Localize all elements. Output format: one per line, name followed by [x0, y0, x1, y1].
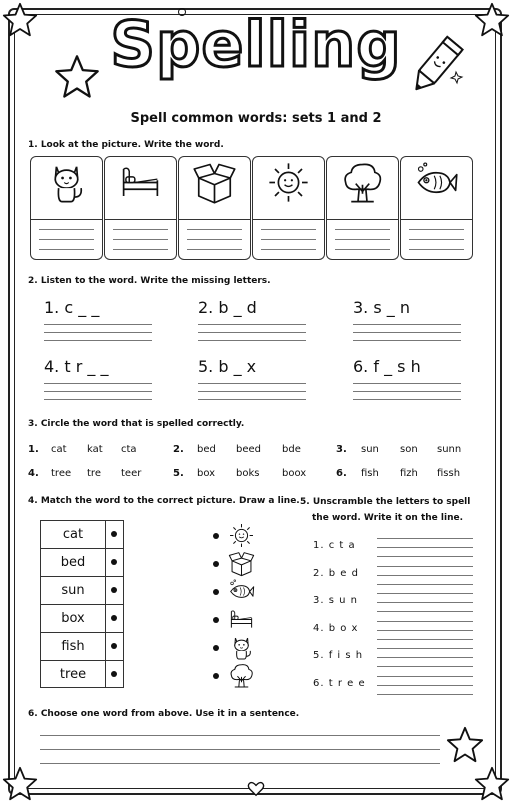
write-line[interactable]: [261, 239, 316, 240]
missing-letters-word: 5. b _ x: [198, 357, 257, 376]
write-line[interactable]: [198, 340, 306, 341]
fish-icon: [228, 578, 255, 605]
match-word-row: [41, 577, 123, 605]
cat-icon: [228, 634, 255, 661]
write-line[interactable]: [44, 399, 152, 400]
word-choice[interactable]: tree: [51, 468, 72, 479]
write-line[interactable]: [377, 593, 473, 594]
write-line[interactable]: [409, 249, 464, 250]
write-line[interactable]: [377, 694, 473, 695]
section5-heading-line1: 5. Unscramble the letters to spell: [300, 497, 471, 507]
smiling-star-icon: [54, 54, 100, 100]
match-word-row: [41, 521, 123, 549]
write-line[interactable]: [377, 602, 473, 603]
missing-letters-word: 2. b _ d: [198, 298, 257, 317]
answer-cell[interactable]: [326, 219, 399, 260]
match-word-row: [41, 549, 123, 577]
write-line[interactable]: [335, 239, 390, 240]
write-line[interactable]: [198, 383, 306, 384]
word-choice[interactable]: cta: [121, 444, 137, 455]
bed-icon: [118, 160, 163, 205]
match-dot[interactable]: [213, 673, 219, 679]
write-line[interactable]: [39, 249, 94, 250]
answer-cell[interactable]: [30, 219, 103, 260]
box-icon: [192, 160, 237, 205]
match-dot[interactable]: [111, 615, 117, 621]
write-line[interactable]: [377, 630, 473, 631]
write-line[interactable]: [187, 239, 242, 240]
match-dot[interactable]: [213, 533, 219, 539]
write-line[interactable]: [377, 584, 473, 585]
match-dot[interactable]: [111, 671, 117, 677]
write-line[interactable]: [113, 249, 168, 250]
word-choice[interactable]: fissh: [437, 468, 461, 479]
write-line[interactable]: [44, 340, 152, 341]
scrambled-word: 4. b o x: [313, 622, 359, 634]
write-line[interactable]: [377, 538, 473, 539]
question-number: 3.: [336, 444, 347, 455]
match-word-row: [41, 605, 123, 633]
match-dot[interactable]: [213, 645, 219, 651]
tree-icon: [340, 160, 385, 205]
missing-letters-word: 1. c _ _: [44, 298, 100, 317]
scrambled-word: 6. t r e e: [313, 677, 366, 689]
page-title: Spelling: [110, 8, 402, 81]
match-dot[interactable]: [213, 589, 219, 595]
write-line[interactable]: [335, 229, 390, 230]
scrambled-word: 1. c t a: [313, 540, 356, 551]
write-line[interactable]: [44, 332, 152, 333]
match-word: fish: [61, 639, 85, 654]
write-line[interactable]: [39, 239, 94, 240]
write-line[interactable]: [113, 229, 168, 230]
write-line[interactable]: [353, 332, 461, 333]
answer-cell[interactable]: [104, 219, 177, 260]
write-line[interactable]: [377, 547, 473, 548]
match-word-list: [40, 520, 124, 688]
missing-letters-word: 4. t r _ _: [44, 357, 109, 376]
answer-cell[interactable]: [400, 219, 473, 260]
section1-heading: 1. Look at the picture. Write the word.: [28, 140, 224, 150]
match-word: cat: [62, 527, 84, 542]
question-number: 2.: [173, 444, 184, 455]
write-line[interactable]: [353, 399, 461, 400]
match-word: tree: [59, 667, 87, 682]
write-line[interactable]: [377, 575, 473, 576]
missing-letters-word: 6. f _ s h: [353, 357, 421, 376]
match-word: sun: [61, 583, 85, 598]
missing-letters-word: 3. s _ n: [353, 298, 410, 317]
word-choice[interactable]: bde: [282, 444, 301, 455]
match-word-row: [41, 661, 123, 689]
word-choice[interactable]: bed: [197, 444, 216, 455]
match-dot[interactable]: [213, 617, 219, 623]
word-choice[interactable]: kat: [87, 444, 103, 455]
write-line[interactable]: [353, 383, 461, 384]
section5-heading-line2: the word. Write it on the line.: [312, 513, 464, 523]
word-choice[interactable]: cat: [51, 444, 67, 455]
word-choice[interactable]: sunn: [437, 444, 462, 455]
write-line[interactable]: [377, 566, 473, 567]
write-line[interactable]: [409, 239, 464, 240]
write-line[interactable]: [377, 556, 473, 557]
write-line[interactable]: [335, 249, 390, 250]
match-word: box: [61, 611, 85, 626]
write-line[interactable]: [261, 229, 316, 230]
page-subtitle: Spell common words: sets 1 and 2: [130, 111, 382, 126]
section2-heading: 2. Listen to the word. Write the missing letters.: [28, 276, 271, 286]
star-icon-bottom-right: [474, 766, 510, 802]
write-line[interactable]: [187, 229, 242, 230]
word-choice[interactable]: boks: [236, 468, 260, 479]
star-icon-bottom-left: [2, 766, 38, 802]
write-line[interactable]: [353, 340, 461, 341]
tree-icon: [228, 662, 255, 689]
section4-heading: 4. Match the word to the correct picture. Draw a line.: [28, 496, 300, 506]
scrambled-word: 3. s u n: [313, 595, 358, 606]
match-word-row: [41, 633, 123, 661]
cat-icon: [44, 160, 89, 205]
fish-icon: [414, 160, 459, 205]
word-choice[interactable]: teer: [121, 468, 142, 479]
pencil-icon: [400, 32, 470, 102]
word-choice[interactable]: fish: [361, 468, 379, 479]
write-line[interactable]: [113, 239, 168, 240]
answer-cell[interactable]: [178, 219, 251, 260]
write-line[interactable]: [198, 399, 306, 400]
scrambled-word: 5. f i s h: [313, 650, 364, 661]
question-number: 5.: [173, 468, 184, 479]
sentence-line[interactable]: [40, 763, 440, 764]
write-line[interactable]: [44, 391, 152, 392]
sentence-line[interactable]: [40, 749, 440, 750]
question-number: 1.: [28, 444, 39, 455]
section6-heading: 6. Choose one word from above. Use it in a sentence.: [28, 709, 300, 719]
write-line[interactable]: [353, 324, 461, 325]
write-line[interactable]: [377, 685, 473, 686]
sun-icon: [266, 160, 311, 205]
write-line[interactable]: [44, 324, 152, 325]
write-line[interactable]: [377, 666, 473, 667]
word-choice[interactable]: fizh: [400, 468, 418, 479]
write-line[interactable]: [409, 229, 464, 230]
write-line[interactable]: [39, 229, 94, 230]
write-line[interactable]: [261, 249, 316, 250]
heart-icon: [247, 780, 265, 798]
match-dot[interactable]: [111, 587, 117, 593]
answer-cell[interactable]: [252, 219, 325, 260]
word-choice[interactable]: son: [400, 444, 418, 455]
word-choice[interactable]: box: [197, 468, 216, 479]
question-number: 4.: [28, 468, 39, 479]
sentence-line[interactable]: [40, 735, 440, 736]
write-line[interactable]: [377, 621, 473, 622]
write-line[interactable]: [198, 324, 306, 325]
sun-icon: [228, 522, 255, 549]
match-dot[interactable]: [111, 531, 117, 537]
write-line[interactable]: [377, 639, 473, 640]
word-choice[interactable]: boox: [282, 468, 307, 479]
match-word: bed: [60, 555, 86, 570]
write-line[interactable]: [187, 249, 242, 250]
write-line[interactable]: [198, 332, 306, 333]
match-dot[interactable]: [213, 561, 219, 567]
question-number: 6.: [336, 468, 347, 479]
write-line[interactable]: [377, 676, 473, 677]
bed-icon: [228, 606, 255, 633]
write-line[interactable]: [377, 657, 473, 658]
box-icon: [228, 550, 255, 577]
word-choice[interactable]: sun: [361, 444, 379, 455]
write-line[interactable]: [377, 648, 473, 649]
write-line[interactable]: [44, 383, 152, 384]
write-line[interactable]: [377, 611, 473, 612]
word-choice[interactable]: beed: [236, 444, 261, 455]
smiling-star-icon: [446, 726, 484, 764]
write-line[interactable]: [198, 391, 306, 392]
match-divider: [105, 520, 106, 688]
write-line[interactable]: [353, 391, 461, 392]
match-dot[interactable]: [111, 643, 117, 649]
scrambled-word: 2. b e d: [313, 567, 359, 579]
match-dot[interactable]: [111, 559, 117, 565]
section3-heading: 3. Circle the word that is spelled correctly.: [28, 419, 245, 429]
word-choice[interactable]: tre: [87, 468, 101, 479]
